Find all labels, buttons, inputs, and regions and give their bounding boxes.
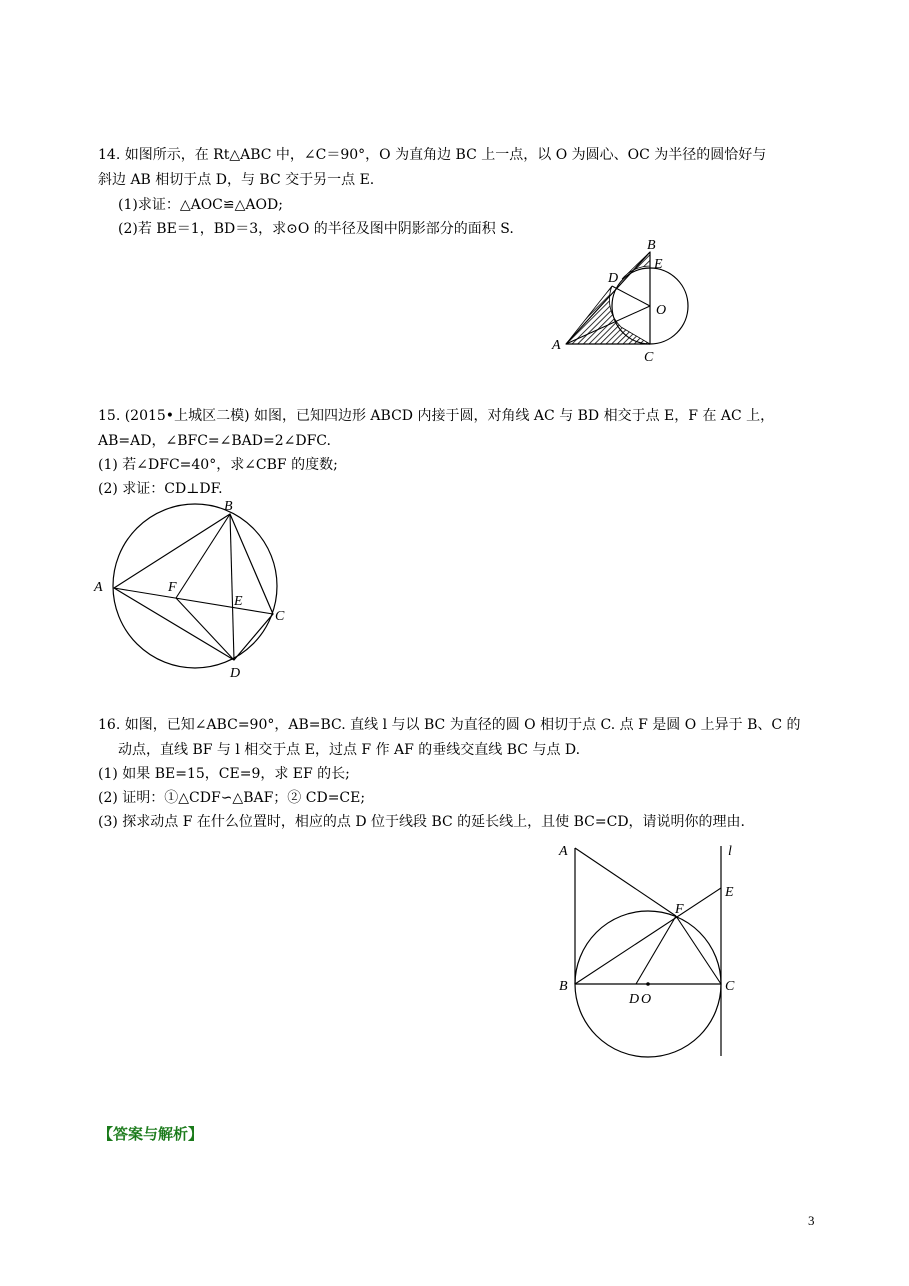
shaded-region-a [566,286,650,344]
problem-14-part-2: (2)若 BE＝1，BD＝3，求⊙O 的半径及图中阴影部分的面积 S. [118,221,514,237]
segment-od [612,286,650,306]
diagonal-ac [114,588,273,614]
problem-15-line-2: AB=AD，∠BFC=∠BAD=2∠DFC. [98,433,331,449]
label-c: C [644,350,654,365]
line-be [575,888,721,984]
label-a: A [552,338,561,353]
problem-16-line-1: 16. 如图，已知∠ABC=90°，AB=BC. 直线 l 与以 BC 为直径的圆 O 相切于点 C. 点 F 是圆 O 上异于 B、C 的 [98,717,801,733]
label-a: A [559,844,568,859]
label-e: E [725,885,734,900]
problem-15-part-1: (1) 若∠DFC=40°，求∠CBF 的度数; [98,457,338,473]
problem-16-part-2: (2) 证明：①△CDF∽△BAF；② CD=CE; [98,790,366,806]
label-d: D [629,992,640,1007]
figure-14 [540,234,700,366]
problem-16-part-3: (3) 探求动点 F 在什么位置时，相应的点 D 位于线段 BC 的延长线上，且使 BC=CD，请说明你的理由. [98,814,746,830]
label-d: D [608,271,619,286]
problem-14-line-2: 斜边 AB 相切于点 D，与 BC 交于另一点 E. [98,172,375,188]
label-b: B [224,499,233,514]
segment-df [176,598,234,660]
quadrilateral-abcd [114,514,273,660]
label-l: l [728,844,732,859]
problem-14-part-1: (1)求证：△AOC≌△AOD; [118,197,283,213]
problem-15-part-2: (2) 求证：CD⊥DF. [98,481,223,497]
problem-15-line-1: 15. (2015•上城区二模) 如图，已知四边形 ABCD 内接于圆，对角线 AC 与 BD 相交于点 E，F 在 AC 上， [98,408,775,424]
label-e: E [234,594,243,609]
figure-15 [90,494,300,684]
center-o-dot [646,982,650,986]
label-c: C [275,609,285,624]
answer-heading: 【答案与解析】 [98,1125,204,1143]
segment-bf [176,514,230,598]
segment-fd [636,916,676,984]
label-o: O [641,992,652,1007]
label-o: O [656,303,667,318]
diagonal-bd [230,514,234,660]
problem-16-part-1: (1) 如果 BE=15，CE=9，求 EF 的长; [98,766,350,782]
label-d: D [230,666,241,681]
problem-16-line-2: 动点，直线 BF 与 l 相交于点 E，过点 F 作 AF 的垂线交直线 BC 与点 D. [118,742,581,758]
segment-fc [676,916,721,984]
figure-16 [550,838,750,1060]
label-f: F [168,580,177,595]
problem-14-line-1: 14. 如图所示，在 Rt△ABC 中，∠C＝90°，O 为直角边 BC 上一点，以 O 为圆心、OC 为半径的圆恰好与 [98,147,767,163]
label-b: B [647,238,656,253]
segment-af [575,848,676,916]
page-number: 3 [808,1213,815,1228]
label-f: F [675,902,684,917]
label-e: E [654,257,663,272]
label-b: B [559,979,568,994]
label-c: C [725,979,735,994]
label-a: A [94,580,103,595]
circumcircle [113,504,277,668]
